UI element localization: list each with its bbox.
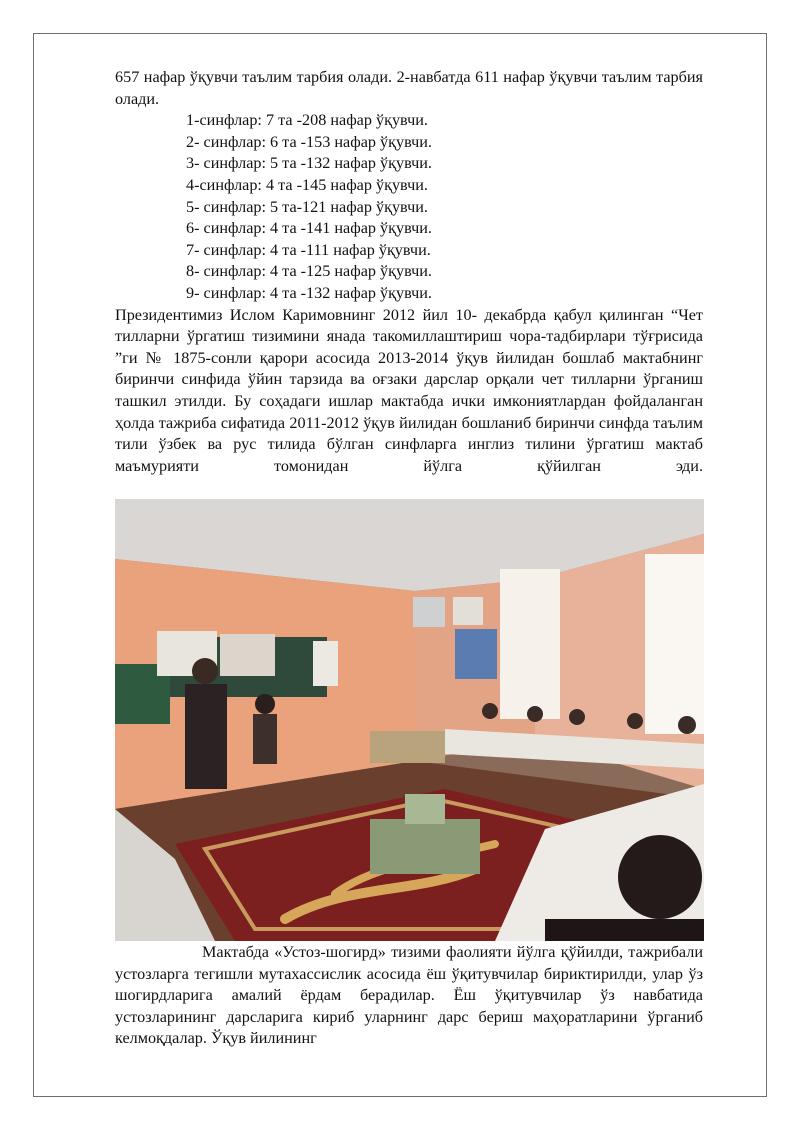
grade-item-3: 3- синфлар: 5 та -132 нафар ўқувчи. [186, 154, 432, 173]
grade-item-2: 2- синфлар: 6 та -153 нафар ўқувчи. [186, 132, 432, 151]
grade-item-4: 4-синфлар: 4 та -145 нафар ўқувчи. [186, 175, 428, 194]
grades-list [115, 110, 703, 304]
grade-item-9: 9- синфлар: 4 та -132 нафар ўқувчи. [186, 283, 432, 302]
mentor-paragraph: Мактабда «Устоз-шогирд» тизими фаолияти йўлга қўйилди, тажрибали устозларга тегишли мутахассислик асосида ёш ўқитувчилар бириктирилди, улар ўз шогирдларига амалий ёрдам берадилар. Ёш ўқитувчилар ўз навбатида устозларининг дарсларига кириб уларнинг дарс бериш маҳоратларини ўрганиб келмоқдалар. Ўқув йилининг [115, 943, 703, 1048]
grade-item-5: 5- синфлар: 5 та-121 нафар ўқувчи. [186, 197, 428, 216]
intro-paragraph: 657 нафар ўқувчи таълим тарбия олади. 2-навбатда 611 нафар ўқувчи таълим тарбия олади. [115, 68, 703, 108]
top-text-block [115, 67, 703, 477]
grade-item-8: 8- синфлар: 4 та -125 нафар ўқувчи. [186, 262, 432, 281]
classroom-photo [115, 499, 704, 941]
grade-item-7: 7- синфлар: 4 та -111 нафар ўқувчи. [186, 240, 431, 259]
grade-item-6: 6- синфлар: 4 та -141 нафар ўқувчи. [186, 219, 432, 238]
president-paragraph: Президентимиз Ислом Каримовнинг 2012 йил 10- декабрда қабул қилинган “Чет тилларни ўргатиш тизимини янада такомиллаштириш чора-тадбирлари тўғрисида ”ги № 1875-сонли қарори асосида 2013-2014 ўқув йилидан бошлаб мактабнинг биринчи синфида ўйин тарзида ва оғзаки дарслар орқали чет тилларни ўрганиш ташкил этилди. Бу соҳадаги ишлар мактабда ички имкониятлардан фойдаланган ҳолда тажриба сифатида 2011-2012 ўқув йилидан бошланиб биринчи синфда таълим тили ўзбек ва рус тилида бўлган синфларга инглиз тилини ўргатиш мактаб маъмурияти томонидан йўлга қўйилган эди. [115, 305, 703, 475]
bottom-text-block [115, 942, 703, 1050]
grade-item-1: 1-синфлар: 7 та -208 нафар ўқувчи. [186, 111, 428, 130]
